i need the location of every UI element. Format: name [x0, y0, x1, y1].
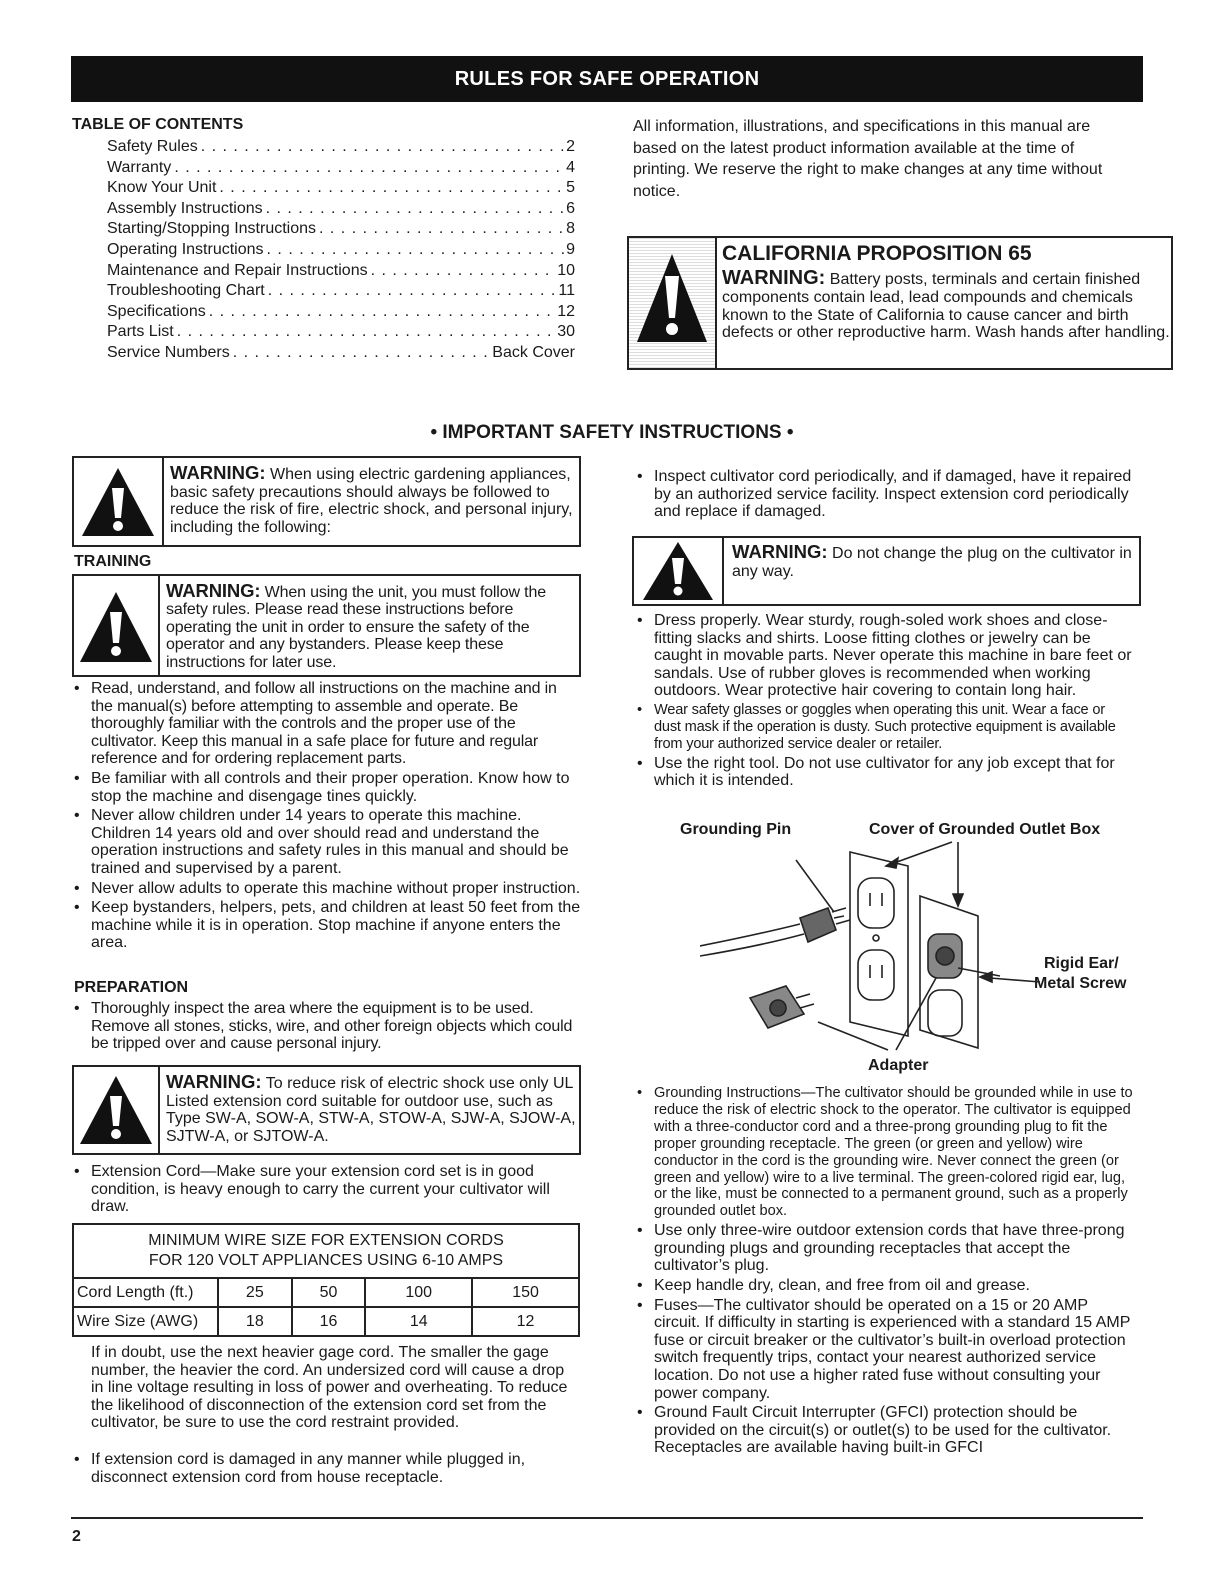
- table-caption: [73, 1224, 579, 1278]
- training-heading: TRAINING: [74, 553, 152, 570]
- plug-warning-text: [732, 543, 1132, 580]
- extension-bullet-list: [72, 1163, 582, 1218]
- gage-paragraph: If in doubt, use the next heavier gage cord. The smaller the gage number, the heavier the cord. An undersized cord will cause a drop in line voltage resulting in loss of power and overheating. To reduce the likelihood of disconnection of the extension cord set from the cultivator, be sure to use the cord restraint provided.: [91, 1344, 568, 1432]
- warning-icon-cell: [634, 538, 724, 604]
- list-item: • Keep handle dry, clean, and free from oil and grease.: [635, 1277, 1135, 1295]
- list-item: • Never allow adults to operate this machine without proper instruction.: [72, 880, 582, 898]
- training-warning-box: [72, 574, 581, 677]
- warning-triangle-icon: [639, 540, 717, 602]
- page-number: 2: [72, 1528, 81, 1545]
- figure-label-cover: Cover of Grounded Outlet Box: [869, 821, 1101, 838]
- damaged-cord-bullet-list: [72, 1451, 582, 1488]
- prop65-warning-label: WARNING:: [722, 267, 826, 289]
- table-row-label: Wire Size (AWG): [73, 1307, 218, 1336]
- prop65-warning-box: [627, 236, 1173, 370]
- list-item: • Wear safety glasses or goggles when operating this unit. Wear a face or dust mask if the operation is dusty. Such protective equipment is available from your authorized service dealer or retailer.: [635, 702, 1135, 753]
- wire-size-table: [72, 1223, 580, 1337]
- list-item: • Inspect cultivator cord periodically, and if damaged, have it repaired by an authorized service facility. Inspect extension cord periodically and replace if damaged.: [635, 468, 1135, 521]
- warning-label: WARNING:: [166, 580, 261, 601]
- inspect-bullet-list: [635, 468, 1135, 523]
- table-caption-line: FOR 120 VOLT APPLIANCES USING 6-10 AMPS: [148, 1252, 504, 1269]
- general-warning-box: [72, 456, 581, 547]
- toc-list: [107, 137, 575, 364]
- warning-label: WARNING:: [166, 1071, 262, 1092]
- table-cell: 25: [218, 1278, 292, 1307]
- figure-label-metal-screw: Metal Screw: [1034, 975, 1127, 992]
- table-cell: 50: [292, 1278, 366, 1307]
- warning-triangle-icon: [629, 238, 715, 368]
- warning-icon-cell: [74, 458, 164, 545]
- training-bullet-list: [72, 680, 582, 954]
- warning-body: Do not change the plug on the cultivator in any way.: [732, 545, 1132, 580]
- prop65-title: CALIFORNIA PROPOSITION 65: [722, 242, 1032, 265]
- grounding-bullet-list: [635, 1085, 1135, 1459]
- toc-title: TABLE OF CONTENTS: [72, 116, 244, 133]
- toc-item: Operating Instructions . . . 9: [107, 240, 575, 261]
- warning-icon-cell: [74, 1067, 160, 1153]
- figure-label-grounding-pin: Grounding Pin: [680, 821, 792, 838]
- figure-label-adapter: Adapter: [868, 1057, 929, 1074]
- toc-item: Specifications . . . 12: [107, 302, 575, 323]
- table-row-label: Cord Length (ft.): [73, 1278, 218, 1307]
- toc-item: Parts List . . . 30: [107, 322, 575, 343]
- list-item: • Be familiar with all controls and their proper operation. Know how to stop the machine and disengage tines quickly.: [72, 770, 582, 805]
- list-item: • Grounding Instructions—The cultivator should be grounded while in use to reduce the risk of electric shock to the operator. The cultivator is equipped with a three-conductor cord and a three-prong grounding plug to fit the proper grounding receptacle. The green (or green and yellow) wire conductor in the cord is the grounding wire. Never connect the green (or green and yellow) wire to a live terminal. The green-colored rigid ear, lug, or the like, must be connected to a permanent ground, such as a properly grounded outlet box.: [635, 1085, 1135, 1220]
- toc-item: Starting/Stopping Instructions . . . 8: [107, 219, 575, 240]
- list-item: • Fuses—The cultivator should be operated on a 15 or 20 AMP circuit. If difficulty in starting is experienced with a standard 15 AMP fuse or circuit breaker or the cultivator’s built-in overload protection switch frequently trips, contact your nearest authorized service location. Do not use a higher rated fuse without consulting your power company.: [635, 1297, 1135, 1403]
- warning-body: To reduce risk of electric shock use only UL Listed extension cord suitable for outdoor use, such as Type SW-A, SOW-A, STW-A, STOW-A, SJW-A, SJOW-A, SJTW-A, or SJTOW-A.: [166, 1075, 576, 1145]
- bottom-divider: [71, 1517, 1143, 1519]
- table-row: [73, 1307, 579, 1336]
- table-cell: 100: [365, 1278, 472, 1307]
- toc-item: Service Numbers . . . Back Cover: [107, 343, 575, 364]
- warning-body: When using electric gardening appliances, basic safety precautions should always be followed to reduce the risk of fire, electric shock, and personal injury, including the following:: [170, 466, 573, 536]
- list-item: • Read, understand, and follow all instructions on the machine and in the manual(s) before attempting to assemble and operate. Be thoroughly familiar with the controls and the proper use of the cultivator. Keep this manual in a safe place for future and regular reference and for ordering replacement parts.: [72, 680, 582, 768]
- list-item: • Thoroughly inspect the area where the equipment is to be used. Remove all stones, sticks, wire, and other foreign objects which could be tripped over and cause personal injury.: [72, 1000, 582, 1053]
- training-warning-text: [166, 582, 578, 671]
- toc-item: Troubleshooting Chart . . . 11: [107, 281, 575, 302]
- warning-body: When using the unit, you must follow the safety rules. Please read these instructions before operating the unit in order to ensure the safety of the operator and any bystanders. Please keep these instructions for later use.: [166, 584, 546, 671]
- table-row: [73, 1278, 579, 1307]
- table-cell: 18: [218, 1307, 292, 1336]
- table-caption-line: MINIMUM WIRE SIZE FOR EXTENSION CORDS: [148, 1232, 504, 1249]
- plug-warning-box: [632, 536, 1141, 606]
- general-warning-text: [170, 464, 578, 536]
- warning-label: WARNING:: [732, 541, 828, 562]
- toc-item: Warranty . . . 4: [107, 158, 575, 179]
- list-item: • Keep bystanders, helpers, pets, and children at least 50 feet from the machine while it is in operation. Stop machine if anyone enters the area.: [72, 899, 582, 952]
- toc-item: Maintenance and Repair Instructions . . . 10: [107, 261, 575, 282]
- list-item: • Use only three-wire outdoor extension cords that have three-prong grounding plugs and grounding receptacles that accept the cultivator’s plug.: [635, 1222, 1135, 1275]
- shock-warning-text: [166, 1073, 578, 1145]
- info-paragraph: All information, illustrations, and specifications in this manual are based on the latest product information available at the time of printing. We reserve the right to make changes at any time without notice.: [633, 118, 1103, 200]
- shock-warning-box: [72, 1065, 581, 1155]
- table-cell: 12: [472, 1307, 579, 1336]
- warning-icon-cell: [74, 576, 160, 675]
- warning-triangle-icon: [78, 462, 158, 542]
- list-item: • If extension cord is damaged in any manner while plugged in, disconnect extension cord from house receptacle.: [72, 1451, 582, 1486]
- grounding-outlet-figure: [700, 838, 1040, 1058]
- table-caption-row: [73, 1224, 579, 1278]
- section-title: • IMPORTANT SAFETY INSTRUCTIONS •: [430, 422, 794, 443]
- list-item: • Extension Cord—Make sure your extension cord set is in good condition, is heavy enough to carry the current your cultivator will draw.: [72, 1163, 582, 1216]
- preparation-bullet-list: [72, 1000, 582, 1055]
- list-item: • Ground Fault Circuit Interrupter (GFCI) protection should be provided on the circuit(s) or outlet(s) to be used for the cultivator. Receptacles are available having built-in GFCI: [635, 1404, 1135, 1457]
- header-title: RULES FOR SAFE OPERATION: [454, 67, 760, 90]
- table-cell: 150: [472, 1278, 579, 1307]
- table-cell: 16: [292, 1307, 366, 1336]
- toc-item: Assembly Instructions . . . 6: [107, 199, 575, 220]
- list-item: • Use the right tool. Do not use cultivator for any job except that for which it is intended.: [635, 755, 1135, 790]
- prop65-warning-text: Battery posts, terminals and certain finished components contain lead, lead compounds and chemicals known to the State of California to cause cancer and birth defects or other reproductive harm. Wash hands after handling.: [722, 271, 1170, 342]
- preparation-heading: PREPARATION: [74, 979, 189, 996]
- prop65-text: [722, 267, 1172, 342]
- dress-bullet-list: [635, 612, 1135, 792]
- header-bar: [71, 56, 1143, 102]
- table-cell: 14: [365, 1307, 472, 1336]
- toc-item: Safety Rules . . . 2: [107, 137, 575, 158]
- warning-label: WARNING:: [170, 462, 266, 483]
- figure-label-rigid-ear: Rigid Ear/: [1044, 955, 1119, 972]
- toc-item: Know Your Unit . . . 5: [107, 178, 575, 199]
- list-item: • Dress properly. Wear sturdy, rough-soled work shoes and close-fitting slacks and shirts. Loose fitting clothes or jewelry can be caught in movable parts. Never operate this machine in bare feet or sandals. Use of rubber gloves is recommended when working outdoors. Wear protective hair covering to contain long hair.: [635, 612, 1135, 700]
- prop65-icon-cell: [629, 238, 717, 368]
- warning-triangle-icon: [76, 584, 156, 668]
- warning-triangle-icon: [76, 1070, 156, 1150]
- list-item: • Never allow children under 14 years to operate this machine. Children 14 years old and over should read and understand the operation instructions and safety rules in this manual and should be trained and supervised by a parent.: [72, 807, 582, 877]
